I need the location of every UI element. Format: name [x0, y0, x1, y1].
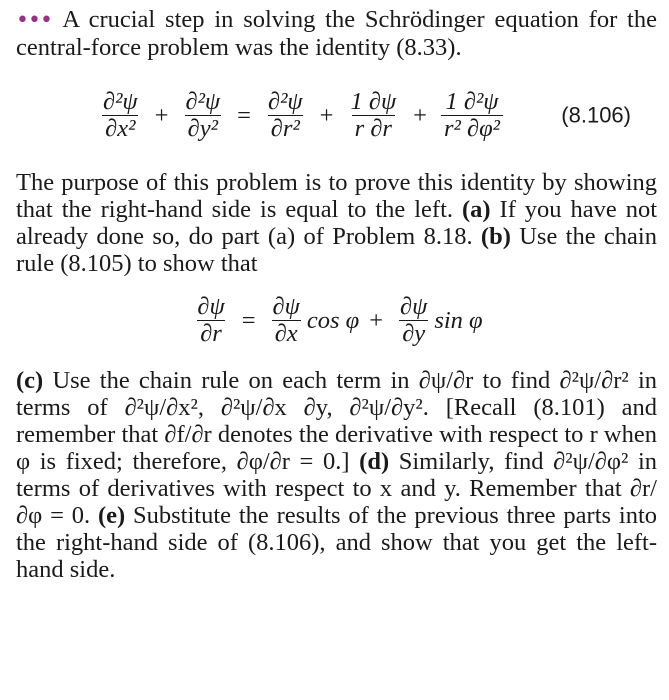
part-a-text: If you have not already done so, do part (a) of Problem 8.18. — [16, 196, 658, 250]
eq1-term-2: $\frac{\text{∂²ψ}}{\text{∂y²}}$ — [185, 87, 221, 142]
part-e-label: (e) — [97, 502, 126, 529]
part-c-label: (c) — [16, 367, 44, 394]
eq1-op-2: = — [237, 101, 251, 129]
chain-rule-equation — [16, 281, 657, 359]
eq1-term-5: $\frac{\text{1 ∂²ψ}}{\text{r² ∂φ²}}$ — [441, 90, 503, 141]
eq1-term-1: $\frac{\text{∂²ψ}}{\text{∂x²}}$ — [102, 87, 138, 142]
eq1-term-3: $\frac{\text{∂²ψ}}{\text{∂r²}}$ — [267, 87, 303, 142]
eq1-term-4: $\frac{1 \partial\psi}{r \partial r}$ — [350, 87, 397, 142]
part-c-text: Use the chain rule on each term in ∂ψ/∂r to find ∂²ψ/∂r² in terms of ∂²ψ/∂x², ∂²ψ/∂x ∂y, ∂²ψ/∂y². [Recall (8.101) and remember that ∂f/∂r denotes the derivative with respect to r when φ is fixed; therefore, ∂φ/∂r = 0.] — [16, 367, 657, 475]
eq2-equals: = — [241, 306, 256, 334]
part-a-label: (a) — [461, 196, 491, 223]
eq2-plus: + — [369, 306, 384, 334]
equation-number: (8.106) — [561, 102, 631, 128]
equation-8-106 — [16, 61, 657, 169]
eq2-lhs: $\frac{\partial\psi}{\partial r}$ — [197, 292, 225, 347]
purpose-text: The purpose of this problem is to prove this identity by showing that the right-hand side is equal to the left. — [16, 169, 657, 223]
eq2-term-1: $\frac{\partial\psi}{\partial x}$ — [272, 292, 300, 347]
part-b-label: (b) — [480, 223, 511, 250]
eq1-op-4: + — [413, 101, 427, 129]
part-d-text: Similarly, find ∂²ψ/∂φ² in terms of derivatives with respect to x and y. Remember that ∂r/∂φ = 0. — [16, 448, 658, 529]
part-d-label: (d) — [359, 448, 390, 475]
intro-paragraph — [16, 6, 657, 61]
part-e-text: Substitute the results of the previous three parts into the right-hand side of (8.106), and show that you get the left-hand side. — [16, 502, 658, 583]
eq2-term-2: $\frac{\partial\psi}{\partial y}$ — [400, 292, 428, 347]
paragraph-purpose — [16, 169, 657, 277]
part-b-text: Use the chain rule (8.105) to show that — [16, 223, 657, 277]
eq2-cos: cos φ — [306, 306, 360, 334]
difficulty-dots-icon: ••• — [16, 8, 52, 33]
eq1-op-3: + — [319, 101, 334, 129]
intro-text: A crucial step in solving the Schrödinger equation for the central-force problem was the identity (8.33). — [16, 6, 657, 61]
eq1-op-1: + — [154, 101, 169, 129]
paragraph-parts-cde — [16, 367, 657, 583]
eq2-sin: sin φ — [434, 306, 483, 334]
